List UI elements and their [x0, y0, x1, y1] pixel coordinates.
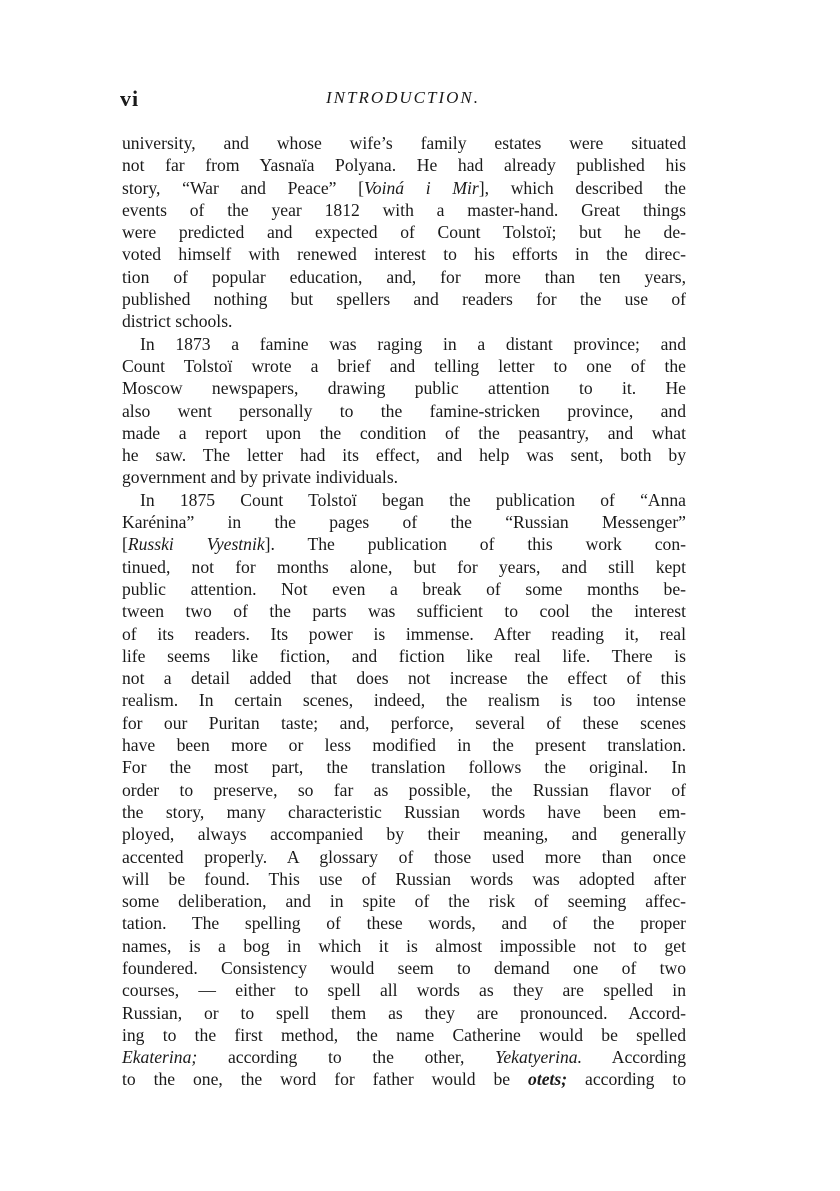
text-line [122, 667, 686, 689]
text-line [122, 823, 686, 845]
text-line [122, 734, 686, 756]
text-line [122, 957, 686, 979]
text-run: university, and whose wife’s family estates were situated [122, 133, 686, 153]
running-head: INTRODUCTION. [326, 88, 480, 107]
text-run: also went personally to the famine-stricken province, and [122, 400, 686, 421]
page-header [120, 86, 686, 116]
text-run: government and by private individuals. [122, 467, 399, 488]
page-number: vi [120, 86, 140, 111]
body-text [122, 132, 686, 1091]
text-line [122, 511, 686, 533]
text-run: accented properly. A glossary of those used more than once [122, 846, 686, 867]
text-line [122, 578, 686, 600]
text-run: ing to the first method, the name Catherine would be spelled [122, 1024, 686, 1045]
text-line [122, 1024, 686, 1046]
text-line [122, 422, 686, 444]
text-run: were predicted and expected of Count Tolstoï; but he de- [122, 222, 686, 243]
text-line [122, 466, 686, 488]
paragraph [122, 489, 686, 1091]
text-run: Russian, or to spell them as they are pronounced. Accord- [122, 1002, 686, 1023]
text-line [122, 868, 686, 890]
text-line [122, 132, 686, 154]
italic-text: Russki Vyestnik [127, 534, 265, 555]
text-line [122, 199, 686, 221]
italic-text: otets; [528, 1069, 568, 1090]
text-run: district schools. [122, 311, 233, 332]
paragraph [122, 132, 686, 333]
text-line [122, 689, 686, 711]
text-line [122, 645, 686, 667]
text-line [122, 1068, 686, 1090]
text-run: voted himself with renewed interest to his efforts in the direc- [122, 244, 686, 265]
text-line [122, 177, 686, 199]
text-run: to the one, the word for father would be [122, 1069, 529, 1090]
text-line [122, 779, 686, 801]
text-run: have been more or less modified in the present translation. [122, 735, 686, 756]
text-line [122, 533, 686, 555]
text-run: not a detail added that does not increase the effect of this [122, 668, 686, 689]
text-run: will be found. This use of Russian words was adopted after [122, 868, 686, 889]
text-run: realism. In certain scenes, indeed, the realism is too intense [122, 690, 686, 711]
text-run: some deliberation, and in spite of the risk of seeming affec- [122, 891, 686, 912]
text-line [122, 310, 686, 332]
text-line [122, 623, 686, 645]
text-run: tation. The spelling of these words, and of the proper [122, 913, 686, 934]
italic-text: Voiná i Mir [364, 177, 479, 198]
text-line [122, 979, 686, 1001]
text-run: he saw. The letter had its effect, and help was sent, both by [122, 445, 686, 466]
paragraph [122, 333, 686, 489]
text-run: order to preserve, so far as possible, the Russian flavor of [122, 779, 686, 800]
text-line [122, 243, 686, 265]
text-line [122, 333, 686, 355]
text-run: In 1875 Count Tolstoï began the publication of “Anna [140, 489, 686, 510]
text-run: tween two of the parts was sufficient to cool the interest [122, 601, 686, 622]
text-line [122, 489, 686, 511]
text-line [122, 912, 686, 934]
text-line [122, 890, 686, 912]
text-line [122, 221, 686, 243]
text-run: tion of popular education, and, for more than ten years, [122, 266, 686, 287]
text-line [122, 935, 686, 957]
text-run: ployed, always accompanied by their meaning, and generally [122, 824, 686, 845]
text-line [122, 400, 686, 422]
text-run: courses, — either to spell all words as they are spelled in [122, 980, 686, 1001]
text-line [122, 266, 686, 288]
text-run: ], which described the [478, 177, 686, 198]
text-run: [ [122, 534, 128, 555]
text-run: According [582, 1047, 686, 1068]
text-run: of its readers. Its power is immense. After reading it, real [122, 623, 686, 644]
text-line [122, 756, 686, 778]
text-line [122, 288, 686, 310]
text-run: names, is a bog in which it is almost impossible not to get [122, 935, 686, 956]
text-run: not far from Yasnaïa Polyana. He had already published his [122, 155, 686, 176]
text-line [122, 801, 686, 823]
text-line [122, 556, 686, 578]
italic-text: Ekaterina; [122, 1047, 198, 1068]
text-line [122, 1046, 686, 1068]
text-run: life seems like fiction, and fiction like real life. There is [122, 645, 686, 666]
text-run: for our Puritan taste; and, perforce, several of these scenes [122, 712, 686, 733]
text-run: ]. The publication of this work con- [264, 534, 686, 555]
italic-text: Yekatyerina. [495, 1047, 582, 1068]
text-line [122, 377, 686, 399]
text-run: events of the year 1812 with a master-hand. Great things [122, 199, 686, 220]
text-run: For the most part, the translation follows the original. In [122, 757, 686, 778]
text-run: tinued, not for months alone, but for years, and still kept [122, 556, 686, 577]
text-run: Count Tolstoï wrote a brief and telling letter to one of the [122, 355, 686, 376]
text-run: according to the other, [197, 1047, 496, 1068]
text-line [122, 712, 686, 734]
text-run: In 1873 a famine was raging in a distant province; and [140, 333, 686, 354]
text-line [122, 154, 686, 176]
text-run: the story, many characteristic Russian words have been em- [122, 801, 686, 822]
text-run: published nothing but spellers and readers for the use of [122, 289, 686, 310]
text-run: according to [567, 1069, 687, 1090]
text-line [122, 444, 686, 466]
text-line [122, 846, 686, 868]
text-run: made a report upon the condition of the peasantry, and what [122, 422, 686, 443]
text-line [122, 355, 686, 377]
text-run: Karénina” in the pages of the “Russian Messenger” [122, 512, 686, 533]
text-run: Moscow newspapers, drawing public attention to it. He [122, 378, 686, 399]
text-line [122, 600, 686, 622]
text-run: foundered. Consistency would seem to demand one of two [122, 957, 686, 978]
text-run: story, “War and Peace” [ [122, 177, 364, 198]
text-run: public attention. Not even a break of some months be- [122, 578, 686, 599]
text-line [122, 1002, 686, 1024]
